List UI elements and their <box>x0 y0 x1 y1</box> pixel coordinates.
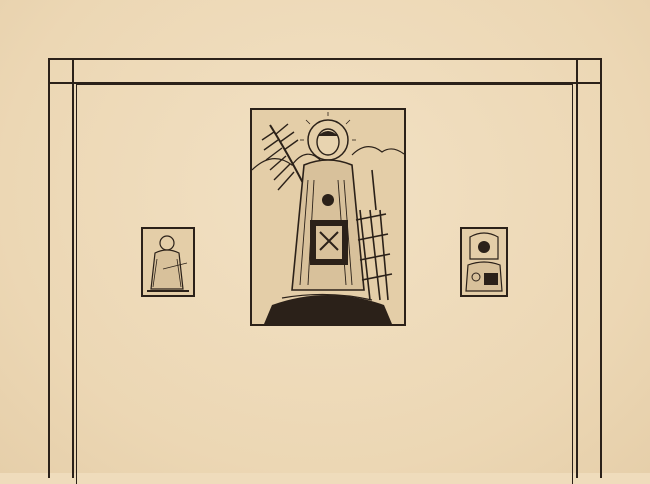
ornamental-border-right <box>576 58 602 478</box>
inner-rule-right <box>572 84 573 484</box>
left-small-woodcut <box>141 227 195 297</box>
saint-lawrence-woodcut <box>250 108 406 326</box>
ornamental-border-left <box>48 58 74 478</box>
right-small-woodcut <box>460 227 508 297</box>
inner-rule-left <box>76 84 77 484</box>
ornamental-border-top <box>48 58 602 84</box>
inner-rule-top <box>76 84 572 85</box>
